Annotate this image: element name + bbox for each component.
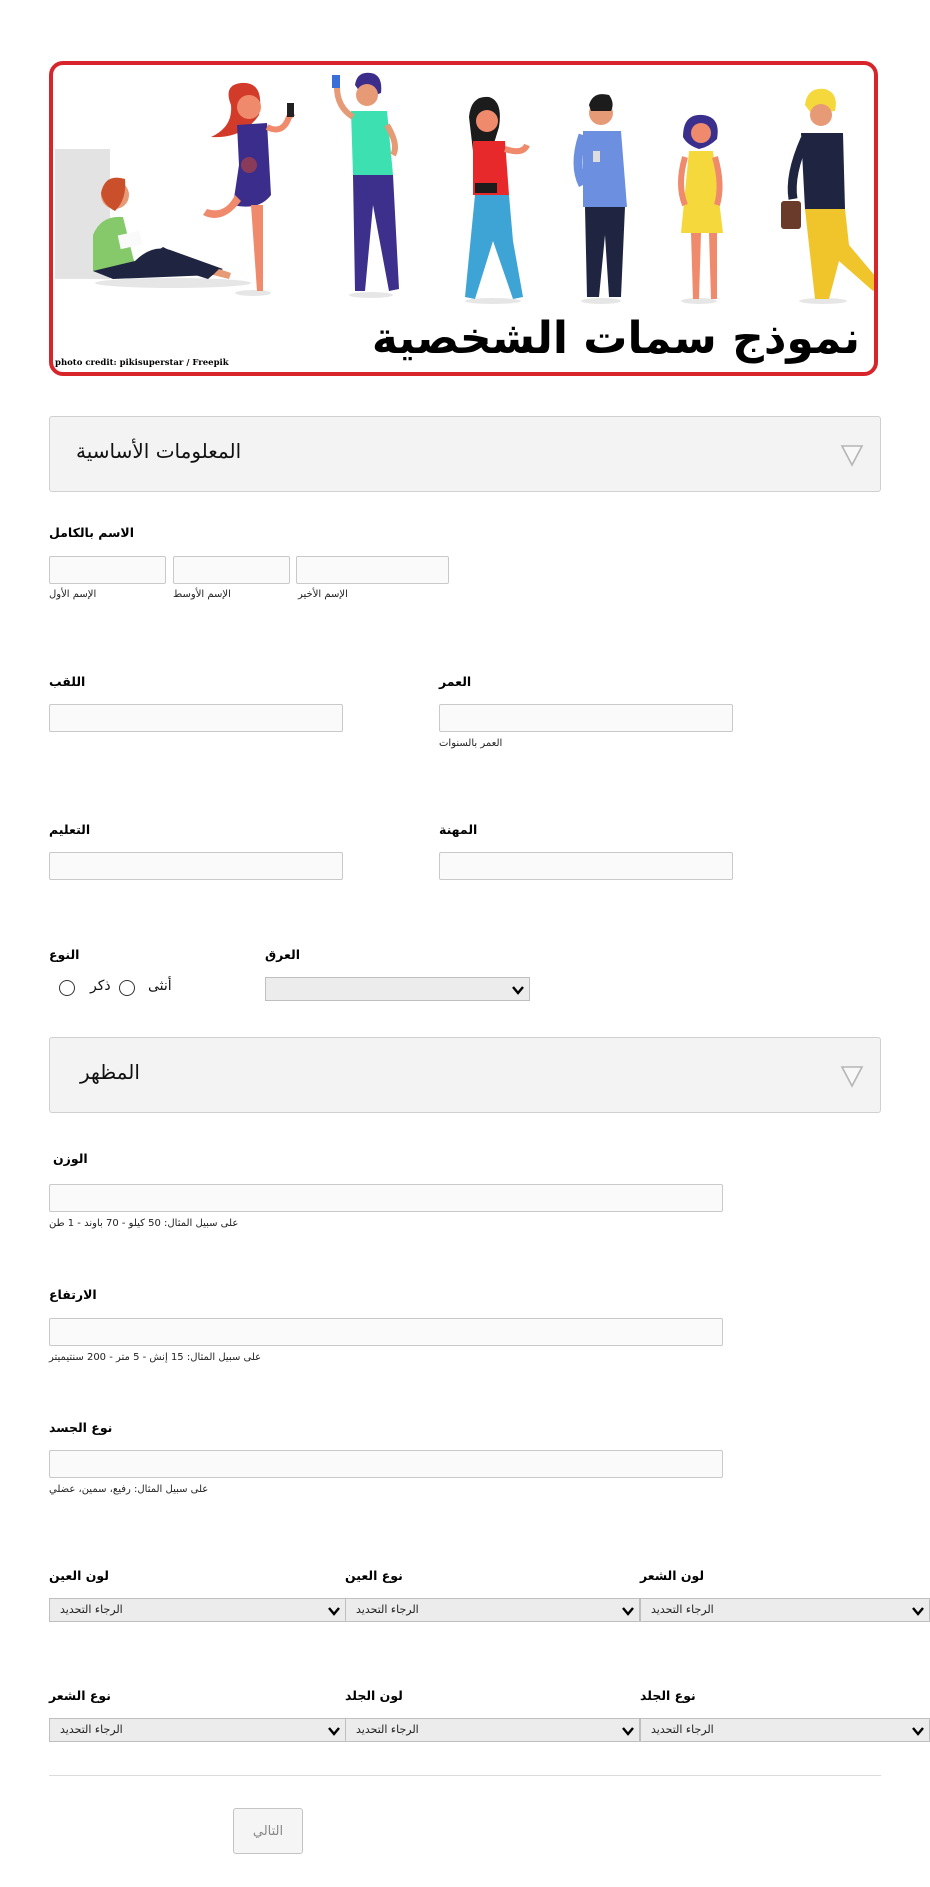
race-label: العرق [265, 947, 300, 962]
age-label: العمر [439, 674, 472, 689]
hair-type-select[interactable] [49, 1718, 346, 1742]
woman-red-top-figure [465, 97, 527, 304]
weight-sublabel: على سبيل المثال: 50 كيلو - 70 باوند - 1 طن [49, 1218, 239, 1229]
gender-radio-male[interactable] [59, 980, 75, 996]
skin-color-label: لون الجلد [345, 1688, 403, 1703]
chevron-down-icon [327, 1604, 341, 1618]
eye-color-select[interactable] [49, 1598, 346, 1622]
first-name-input[interactable] [49, 556, 166, 584]
hair-color-select[interactable] [640, 1598, 930, 1622]
triangle-down-icon [840, 1064, 864, 1088]
body-type-input[interactable] [49, 1450, 723, 1478]
skin-type-value: الرجاء التحديد [651, 1723, 714, 1736]
nickname-label: اللقب [49, 674, 86, 689]
photo-credit: photo credit: pikisuperstar / Freepik [55, 358, 229, 368]
eye-color-label: لون العين [49, 1568, 109, 1583]
skin-type-select[interactable] [640, 1718, 930, 1742]
weight-label: الوزن [53, 1151, 88, 1166]
chevron-down-icon [911, 1604, 925, 1618]
age-sublabel: العمر بالسنوات [439, 738, 503, 749]
hair-color-value: الرجاء التحديد [651, 1603, 714, 1616]
first-name-sublabel: الإسم الأول [49, 589, 97, 600]
man-blue-shirt-figure [578, 94, 627, 304]
man-teal-shirt-figure [332, 73, 399, 298]
section-title: المعلومات الأساسية [76, 439, 242, 463]
next-button[interactable]: التالي [233, 1808, 303, 1854]
section-title: المظهر [80, 1060, 140, 1084]
hair-type-label: نوع الشعر [49, 1688, 111, 1703]
hair-type-value: الرجاء التحديد [60, 1723, 123, 1736]
eye-type-label: نوع العين [345, 1568, 403, 1583]
race-select[interactable] [265, 977, 530, 1001]
form-divider [49, 1775, 881, 1776]
form-header-banner [49, 61, 878, 376]
eye-color-value: الرجاء التحديد [60, 1603, 123, 1616]
height-label: الارتفاع [49, 1287, 97, 1302]
full-name-label: الاسم بالكامل [49, 525, 134, 540]
weight-input[interactable] [49, 1184, 723, 1212]
height-sublabel: على سبيل المثال: 15 إنش - 5 متر - 200 سنتيميتر [49, 1352, 262, 1363]
gender-option-female: أنثى [148, 978, 172, 994]
man-yellow-pants-figure [781, 89, 878, 304]
skin-color-value: الرجاء التحديد [356, 1723, 419, 1736]
woman-yellow-dress-figure [681, 115, 723, 304]
hair-color-label: لون الشعر [640, 1568, 705, 1583]
body-type-label: نوع الجسد [49, 1420, 113, 1435]
form-title: نموذج سمات الشخصية [371, 313, 860, 364]
gender-label: النوع [49, 947, 80, 962]
sitting-man-figure [93, 178, 251, 288]
middle-name-input[interactable] [173, 556, 290, 584]
age-input[interactable] [439, 704, 733, 732]
occupation-input[interactable] [439, 852, 733, 880]
gender-option-male: ذكر [90, 978, 111, 994]
nickname-input[interactable] [49, 704, 343, 732]
last-name-sublabel: الإسم الأخير [298, 589, 348, 600]
eye-type-select[interactable] [345, 1598, 640, 1622]
chevron-down-icon [621, 1724, 635, 1738]
chevron-down-icon [327, 1724, 341, 1738]
gender-radio-female[interactable] [119, 980, 135, 996]
body-type-sublabel: على سبيل المثال: رفيع، سمين، عضلي [49, 1484, 209, 1495]
middle-name-sublabel: الإسم الأوسط [173, 589, 231, 600]
education-input[interactable] [49, 852, 343, 880]
woman-red-hair-figure [203, 83, 294, 296]
education-label: التعليم [49, 822, 91, 837]
chevron-down-icon [911, 1724, 925, 1738]
eye-type-value: الرجاء التحديد [356, 1603, 419, 1616]
triangle-down-icon [840, 443, 864, 467]
chevron-down-icon [621, 1604, 635, 1618]
skin-color-select[interactable] [345, 1718, 640, 1742]
occupation-label: المهنة [439, 822, 478, 837]
section-header-appearance[interactable] [49, 1037, 881, 1113]
section-header-basic-info[interactable] [49, 416, 881, 492]
chevron-down-icon [511, 983, 525, 997]
last-name-input[interactable] [296, 556, 449, 584]
height-input[interactable] [49, 1318, 723, 1346]
skin-type-label: نوع الجلد [640, 1688, 696, 1703]
